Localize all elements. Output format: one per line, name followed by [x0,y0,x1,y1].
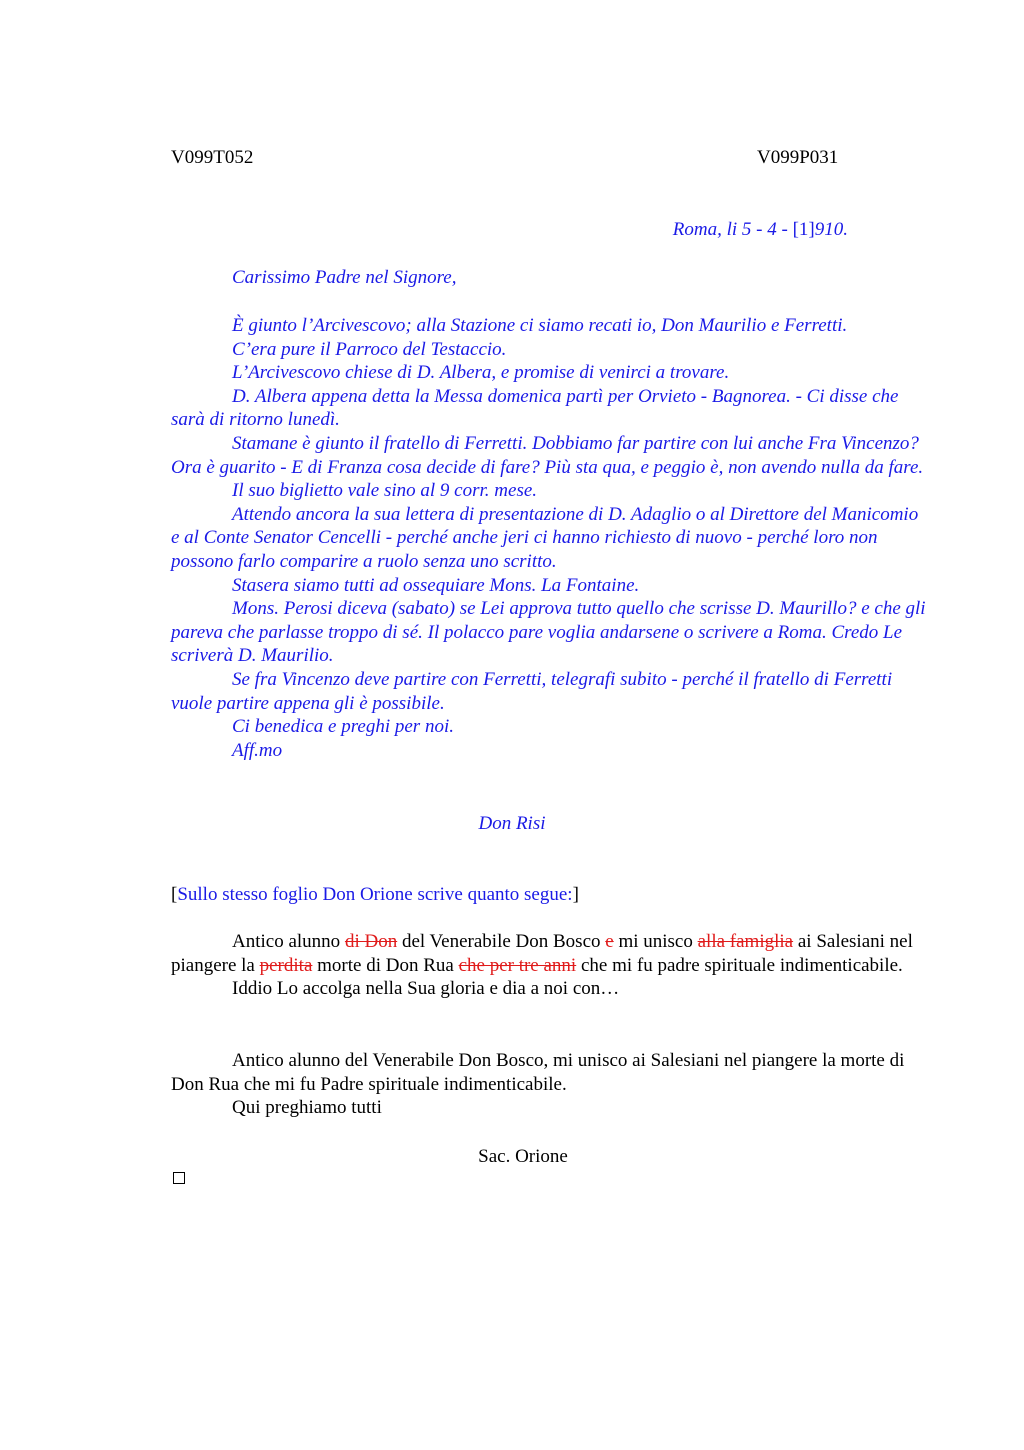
empty-checkbox-icon [173,1172,185,1184]
draft-text [171,930,926,1001]
letter-paragraph: Ci benedica e preghi per noi. [232,716,454,738]
letter-paragraph: L’Arcivescovo chiese di D. Albera, e promise di venirci a trovare. [232,362,730,384]
letter-signature: Don Risi [478,813,546,834]
final-text [171,1049,926,1120]
letter-paragraph: D. Albera appena detta la Messa domenica partì per Orvieto - Bagnorea. - Ci disse che sarà di ritorno lunedì. [171,385,899,431]
deleted-text: perdita [259,954,313,976]
final-signature: Sac. Orione [478,1146,568,1167]
letter-paragraph: Se fra Vincenzo deve partire con Ferretti, telegrafi subito - perché il fratello di Ferretti vuole partire appena gli è possibile. [171,668,893,714]
editorial-note: [Sullo stesso foglio Don Orione scrive quanto segue:] [171,884,579,905]
letter-paragraph: Stamane è giunto il fratello di Ferretti. Dobbiamo far partire con lui anche Fra Vincenzo? Ora è guarito - E di Franza cosa decide di fare? Più sta qua, e peggio è, non avendo nulla da fare. [171,432,924,478]
deleted-text: e [605,931,614,952]
letter-paragraph: Mons. Perosi diceva (sabato) se Lei approva tutto quello che scrisse D. Maurillo? e che gli pareva che parlasse troppo di sé. Il polacco pare voglia andarsene o scrivere a Roma. Credo Le scriverà D. Maurilio. [171,598,926,667]
letter-paragraph: Stasera siamo tutti ad ossequiare Mons. La Fontaine. [232,574,640,596]
draft-paragraph: Antico alunno di Don del Venerabile Don Bosco e mi unisco alla famiglia ai Salesiani nel piangere la perdita morte di Don Rua che per tre anni che mi fu padre spirituale indimenticabile. [171,931,913,976]
draft-paragraph: Iddio Lo accolga nella Sua gloria e dia a noi con… [232,978,620,1000]
deleted-text: di Don [344,931,398,952]
letter-paragraph: Il suo biglietto vale sino al 9 corr. mese. [232,480,538,502]
letter-date: Roma, li 5 - 4 - [1]910. [672,219,848,240]
letter-paragraph: Aff.mo [232,739,283,761]
final-paragraph: Antico alunno del Venerabile Don Bosco, mi unisco ai Salesiani nel piangere la morte di Don Rua che mi fu Padre spirituale indimenticabile. [171,1050,905,1095]
letter-paragraph: C’era pure il Parroco del Testaccio. [232,338,507,360]
letter-paragraph: È giunto l’Arcivescovo; alla Stazione ci siamo recati io, Don Maurilio e Ferretti. [232,315,848,336]
letter-paragraph: Attendo ancora la sua lettera di presentazione di D. Adaglio o al Direttore del Manicomio e al Conte Senator Cencelli - perché anche jeri ci hanno richiesto di nuovo - perché loro non possono farlo comparire a ruolo senza uno scritto. [171,503,919,572]
right-reference-code: V099P031 [757,147,839,168]
letter-salutation: Carissimo Padre nel Signore, [232,267,457,288]
left-reference-code: V099T052 [171,147,254,168]
deleted-text: alla famiglia [697,931,794,952]
deleted-text: che per tre anni [458,954,577,976]
letter-body [171,314,926,762]
final-paragraph: Qui preghiamo tutti [232,1097,382,1119]
